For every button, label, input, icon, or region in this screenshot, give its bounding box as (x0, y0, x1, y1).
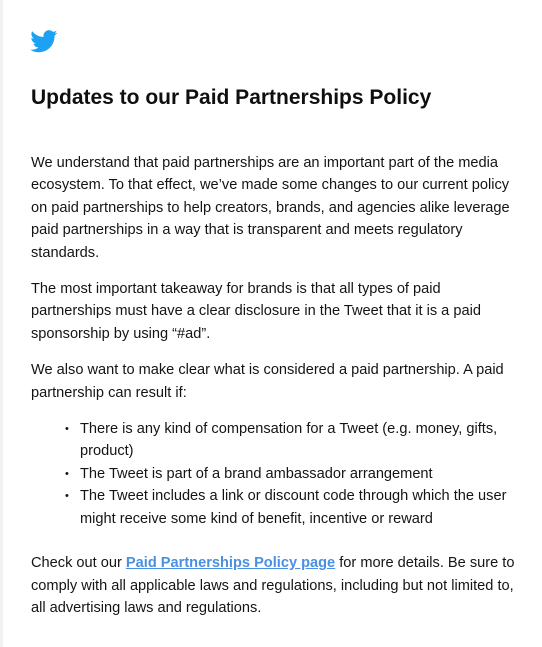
definition-paragraph: We also want to make clear what is considered a paid partnership. A paid partnership can result if: (31, 362, 504, 401)
criteria-list (31, 418, 519, 530)
email-content (31, 152, 519, 633)
closing-prefix: Check out our (31, 555, 126, 572)
intro-paragraph: We understand that paid partnerships are an important part of the media ecosystem. To that effect, we’ve made some changes to our current policy on paid partnerships to help creators, brands, and agencies alike leverage paid partnerships in a way that is transparent and meets regulatory standards. (31, 155, 510, 261)
twitter-bird-icon (30, 30, 58, 53)
list-item: • The Tweet is part of a brand ambassador arrangement (80, 463, 519, 485)
takeaway-paragraph: The most important takeaway for brands is that all types of paid partnerships must have a clear disclosure in the Tweet that it is a paid sponsorship by using “#ad”. (31, 281, 481, 342)
list-item: • The Tweet includes a link or discount code through which the user might receive some kind of benefit, incentive or reward (80, 485, 519, 530)
email-title: Updates to our Paid Partnerships Policy (31, 86, 432, 109)
email-body (3, 0, 542, 647)
closing-paragraph (31, 552, 519, 619)
policy-page-link[interactable]: Paid Partnerships Policy page (125, 555, 336, 572)
list-item: • There is any kind of compensation for a Tweet (e.g. money, gifts, product) (80, 418, 519, 463)
closing-suffix: for more details. Be sure to comply with all applicable laws and regulations, including but not limited to, all advertising laws and regulations. (31, 555, 515, 616)
